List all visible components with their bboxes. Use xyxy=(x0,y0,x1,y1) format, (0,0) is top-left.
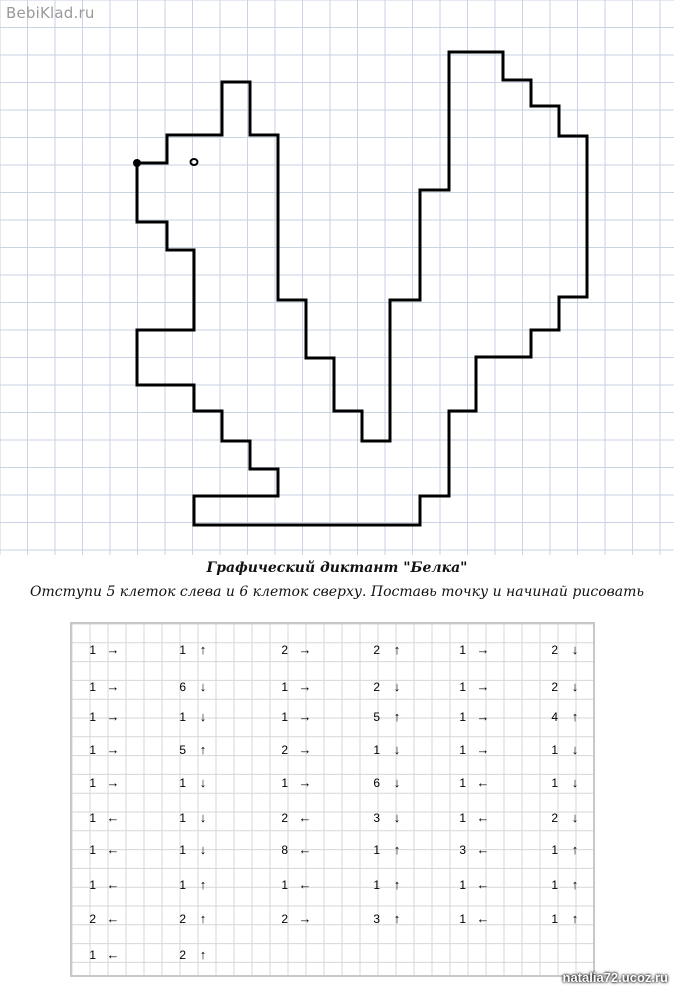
arrow-right-icon: → xyxy=(476,679,490,694)
arrow-up-icon: ↑ xyxy=(393,642,401,657)
arrow-up-icon: ↑ xyxy=(571,842,579,857)
arrow-left-icon: ← xyxy=(298,877,312,892)
step-count: 4 xyxy=(551,710,558,724)
step-count: 1 xyxy=(551,912,558,926)
instruction-text: Отступи 5 клеток слева и 6 клеток сверху. Поставь точку и начинай рисовать xyxy=(29,584,645,600)
step-count: 1 xyxy=(459,643,466,657)
arrow-down-icon: ↓ xyxy=(571,775,579,790)
site-watermark: BebiKlad.ru xyxy=(6,4,95,22)
step-count: 1 xyxy=(373,743,380,757)
step-count: 1 xyxy=(89,948,96,962)
step-count: 2 xyxy=(89,912,96,926)
step-count: 1 xyxy=(551,843,558,857)
step-count: 2 xyxy=(373,680,380,694)
step-count: 1 xyxy=(459,776,466,790)
arrow-up-icon: ↑ xyxy=(199,742,207,757)
step-count: 1 xyxy=(179,843,186,857)
arrow-down-icon: ↓ xyxy=(393,679,401,694)
step-count: 2 xyxy=(281,743,288,757)
arrow-left-icon: ← xyxy=(476,810,490,825)
squirrel-eye xyxy=(191,159,198,165)
arrow-left-icon: ← xyxy=(298,810,312,825)
arrow-up-icon: ↑ xyxy=(393,842,401,857)
step-count: 1 xyxy=(551,743,558,757)
step-count: 1 xyxy=(459,912,466,926)
arrow-up-icon: ↑ xyxy=(571,709,579,724)
arrow-up-icon: ↑ xyxy=(393,911,401,926)
step-count: 1 xyxy=(179,710,186,724)
step-count: 2 xyxy=(551,811,558,825)
arrow-right-icon: → xyxy=(106,642,120,657)
arrow-down-icon: ↓ xyxy=(571,642,579,657)
step-count: 1 xyxy=(551,878,558,892)
step-count: 3 xyxy=(373,912,380,926)
arrow-up-icon: ↑ xyxy=(199,642,207,657)
step-count: 2 xyxy=(179,948,186,962)
step-count: 1 xyxy=(179,811,186,825)
step-count: 3 xyxy=(373,811,380,825)
arrow-down-icon: ↓ xyxy=(199,709,207,724)
arrow-down-icon: ↓ xyxy=(393,742,401,757)
step-count: 1 xyxy=(281,878,288,892)
dictation-table-grid xyxy=(72,624,593,975)
arrow-up-icon: ↑ xyxy=(199,911,207,926)
squirrel-outline xyxy=(137,52,587,525)
step-count: 1 xyxy=(89,680,96,694)
step-count: 1 xyxy=(89,643,96,657)
step-count: 1 xyxy=(89,710,96,724)
arrow-up-icon: ↑ xyxy=(199,947,207,962)
step-count: 1 xyxy=(281,776,288,790)
arrow-right-icon: → xyxy=(476,742,490,757)
arrow-down-icon: ↓ xyxy=(199,810,207,825)
step-count: 1 xyxy=(459,710,466,724)
step-count: 2 xyxy=(281,643,288,657)
step-count: 1 xyxy=(179,878,186,892)
step-count: 1 xyxy=(459,811,466,825)
arrow-right-icon: → xyxy=(106,679,120,694)
step-count: 2 xyxy=(281,811,288,825)
arrow-up-icon: ↑ xyxy=(571,877,579,892)
arrow-left-icon: ← xyxy=(476,775,490,790)
arrow-right-icon: → xyxy=(298,775,312,790)
step-count: 3 xyxy=(459,843,466,857)
arrow-right-icon: → xyxy=(298,679,312,694)
step-count: 1 xyxy=(89,811,96,825)
arrow-down-icon: ↓ xyxy=(199,679,207,694)
arrow-right-icon: → xyxy=(106,775,120,790)
step-count: 1 xyxy=(89,743,96,757)
step-count: 1 xyxy=(373,878,380,892)
arrow-right-icon: → xyxy=(298,911,312,926)
arrow-down-icon: ↓ xyxy=(393,775,401,790)
step-count: 1 xyxy=(89,843,96,857)
step-count: 8 xyxy=(281,843,288,857)
arrow-down-icon: ↓ xyxy=(571,810,579,825)
arrow-right-icon: → xyxy=(298,709,312,724)
step-count: 2 xyxy=(281,912,288,926)
arrow-right-icon: → xyxy=(106,709,120,724)
step-count: 1 xyxy=(459,680,466,694)
arrow-up-icon: ↑ xyxy=(393,877,401,892)
step-count: 2 xyxy=(179,912,186,926)
step-count: 1 xyxy=(179,643,186,657)
site-watermark-bottom: natalia72.ucoz.ru xyxy=(562,970,668,985)
arrow-right-icon: → xyxy=(298,642,312,657)
page-title: Графический диктант "Белка" xyxy=(206,560,468,576)
step-count: 1 xyxy=(459,878,466,892)
arrow-up-icon: ↑ xyxy=(393,709,401,724)
arrow-down-icon: ↓ xyxy=(199,842,207,857)
step-count: 1 xyxy=(373,843,380,857)
arrow-right-icon: → xyxy=(298,742,312,757)
step-count: 2 xyxy=(551,643,558,657)
arrow-up-icon: ↑ xyxy=(571,911,579,926)
step-count: 6 xyxy=(179,680,186,694)
step-count: 5 xyxy=(179,743,186,757)
step-count: 5 xyxy=(373,710,380,724)
arrow-down-icon: ↓ xyxy=(571,679,579,694)
step-count: 1 xyxy=(89,776,96,790)
arrow-left-icon: ← xyxy=(106,810,120,825)
dictation-table xyxy=(70,622,595,977)
step-count: 1 xyxy=(179,776,186,790)
arrow-left-icon: ← xyxy=(476,911,490,926)
arrow-left-icon: ← xyxy=(476,842,490,857)
arrow-right-icon: → xyxy=(476,709,490,724)
step-count: 6 xyxy=(373,776,380,790)
start-dot xyxy=(133,159,141,167)
step-count: 2 xyxy=(373,643,380,657)
arrow-left-icon: ← xyxy=(106,877,120,892)
arrow-left-icon: ← xyxy=(298,842,312,857)
arrow-down-icon: ↓ xyxy=(571,742,579,757)
step-count: 1 xyxy=(281,710,288,724)
step-count: 2 xyxy=(551,680,558,694)
step-count: 1 xyxy=(89,878,96,892)
arrow-left-icon: ← xyxy=(476,877,490,892)
arrow-down-icon: ↓ xyxy=(393,810,401,825)
arrow-left-icon: ← xyxy=(106,842,120,857)
step-count: 1 xyxy=(281,680,288,694)
arrow-right-icon: → xyxy=(476,642,490,657)
arrow-up-icon: ↑ xyxy=(199,877,207,892)
step-count: 1 xyxy=(551,776,558,790)
arrow-left-icon: ← xyxy=(106,911,120,926)
arrow-down-icon: ↓ xyxy=(199,775,207,790)
arrow-right-icon: → xyxy=(106,742,120,757)
step-count: 1 xyxy=(459,743,466,757)
arrow-left-icon: ← xyxy=(106,947,120,962)
